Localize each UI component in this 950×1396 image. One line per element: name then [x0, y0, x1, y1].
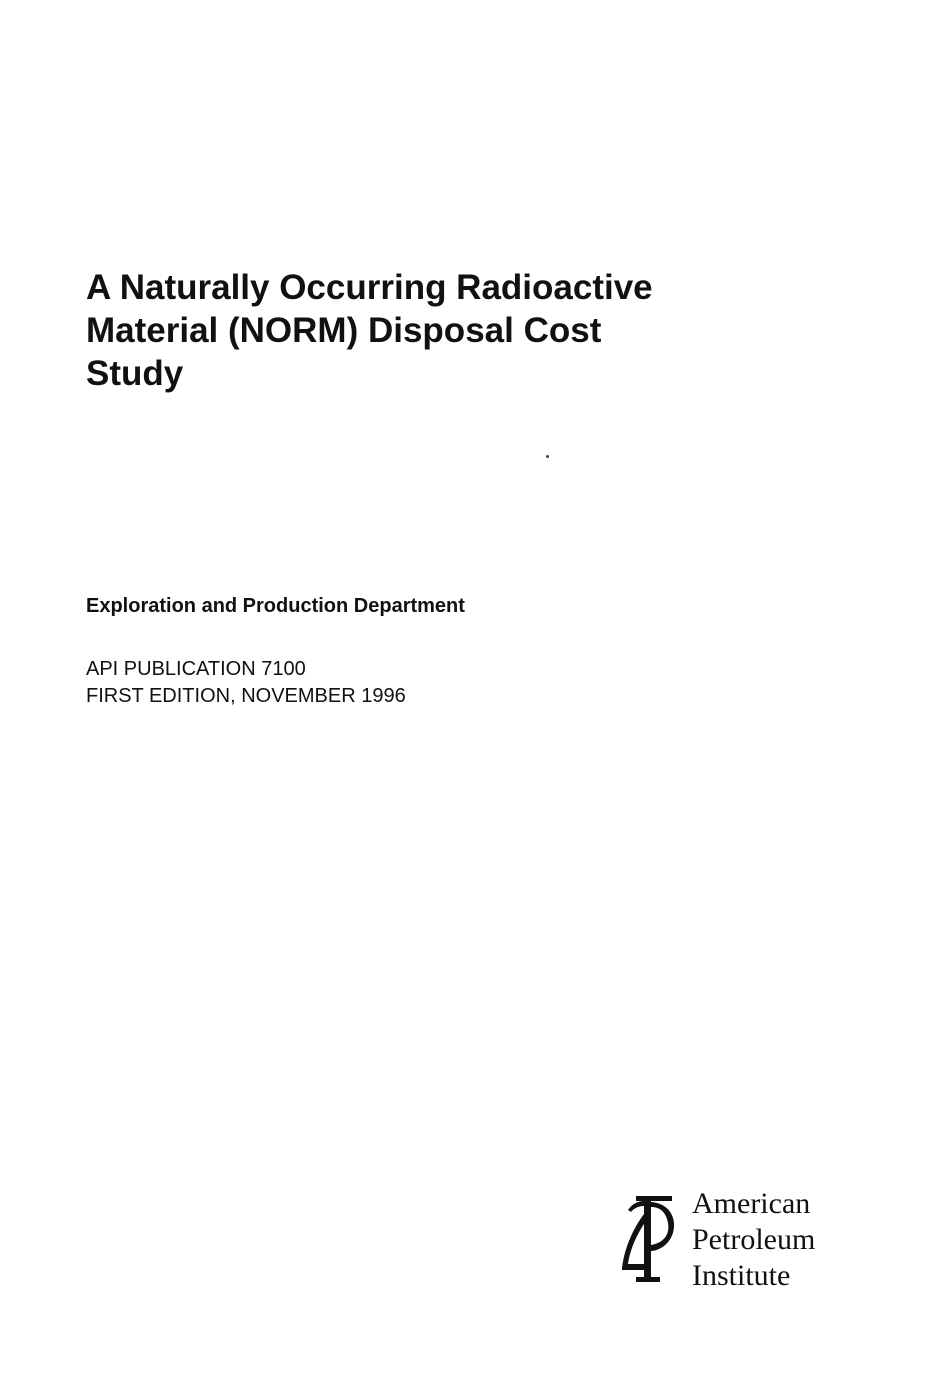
logo-line-institute: Institute: [692, 1259, 791, 1292]
publication-number: API PUBLICATION 7100: [86, 658, 306, 680]
scan-speck: [546, 455, 549, 458]
api-logo: [614, 1186, 854, 1296]
api-logo-icon: [614, 1190, 684, 1290]
edition-date: FIRST EDITION, NOVEMBER 1996: [86, 685, 406, 707]
title-line-2: Material (NORM) Disposal Cost: [86, 311, 602, 350]
title-line-1: A Naturally Occurring Radioactive: [86, 268, 653, 307]
department-heading: Exploration and Production Department: [86, 595, 465, 617]
document-title: [86, 266, 786, 395]
title-line-3: Study: [86, 354, 184, 393]
logo-line-american: American: [692, 1187, 811, 1220]
logo-wordmark: [692, 1186, 815, 1294]
logo-line-petroleum: Petroleum: [692, 1223, 816, 1256]
publication-info: [86, 656, 406, 710]
